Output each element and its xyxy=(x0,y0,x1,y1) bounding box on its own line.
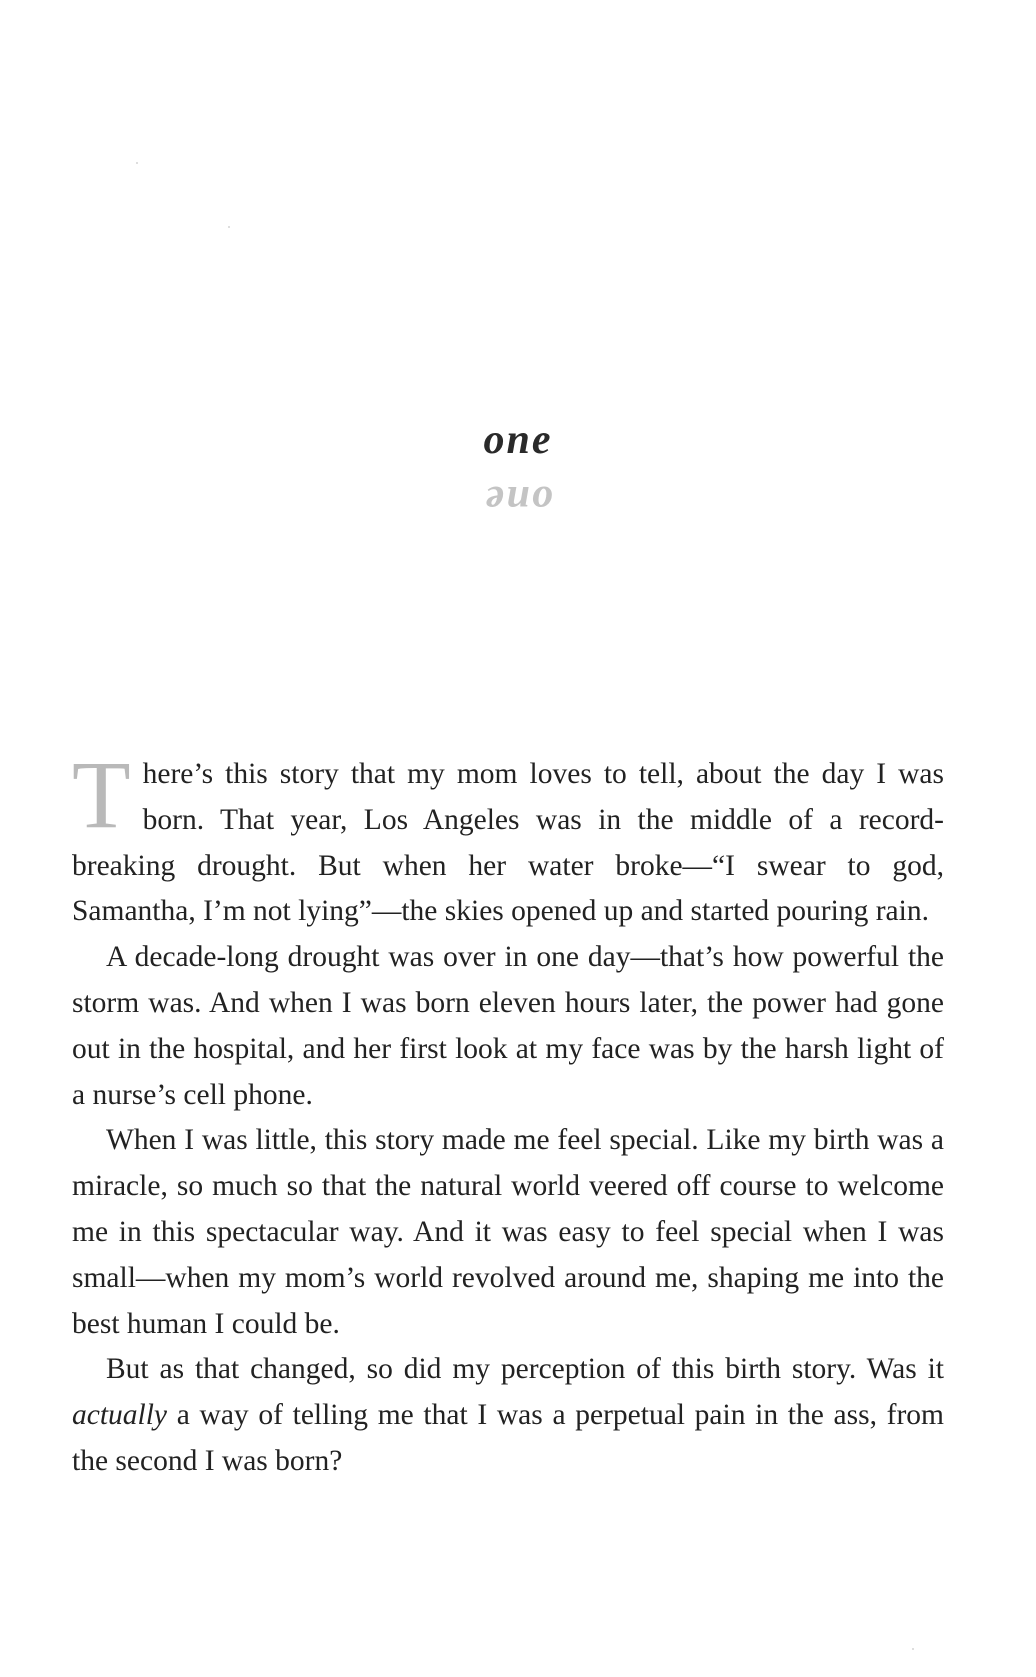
paragraph-2: A decade-long drought was over in one day—that’s how powerful the storm was. And when I was born eleven hours later, the power had gone out in the hospital, and her first look at my face was by the harsh light of a nurse’s cell phone. xyxy=(72,941,944,1111)
paper-speck xyxy=(136,162,138,164)
drop-cap: T xyxy=(72,741,131,848)
paragraph-1-text: here’s this story that my mom loves to tell, about the day I was born. That year, Los Angeles was in the middle of a record-breaking drought. But when her water broke—“I swear to god, Samantha, I’m not lying”—the skies opened up and started pouring rain. xyxy=(72,758,944,928)
paper-speck xyxy=(912,1648,914,1650)
paragraph-1 xyxy=(72,741,944,935)
paragraph-3: When I was little, this story made me feel special. Like my birth was a miracle, so much so that the natural world veered off course to welcome me in this spectacular way. And it was easy to feel special when I was small—when my mom’s world revolved around me, shaping me into the best human I could be. xyxy=(72,1124,944,1340)
paragraph-4-emphasis: actually xyxy=(72,1399,168,1432)
paragraph-4-text-after: a way of telling me that I was a perpetual pain in the ass, from the second I was born? xyxy=(72,1399,944,1477)
chapter-body xyxy=(72,741,944,1485)
paragraph-4 xyxy=(72,1347,944,1484)
paper-speck xyxy=(228,226,230,228)
chapter-title: one xyxy=(483,417,553,463)
chapter-title-reflection: one xyxy=(483,477,553,523)
paragraph-4-text-before: But as that changed, so did my perception of this birth story. Was it xyxy=(106,1353,944,1386)
